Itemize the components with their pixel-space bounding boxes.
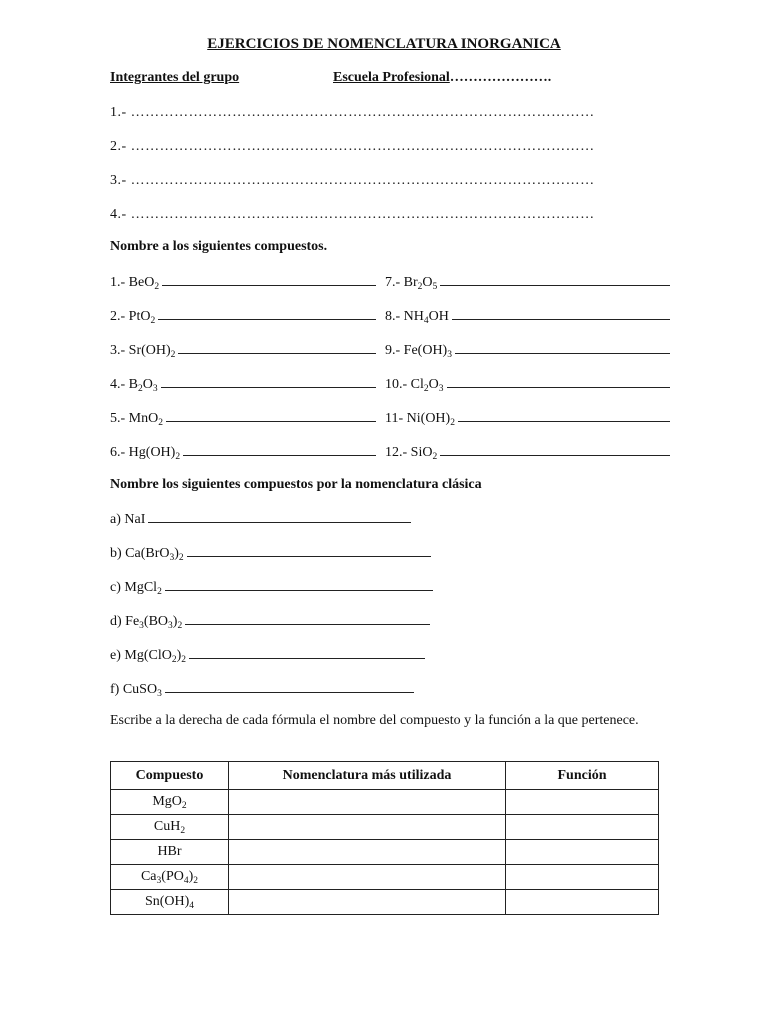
page-title: EJERCICIOS DE NOMENCLATURA INORGANICA	[207, 36, 561, 52]
member-line-3[interactable]: 3.- ……………………………………………………………………………………	[110, 173, 595, 188]
exercise-number: 4.-	[110, 377, 129, 392]
exercise-item	[385, 443, 670, 462]
formula-subscript: 3	[438, 384, 444, 394]
exercise-number: 10.-	[385, 377, 411, 392]
formula-text: Mg(ClO	[124, 648, 172, 663]
formula-text: Cl	[410, 377, 424, 392]
formula-subscript: 2	[177, 621, 183, 631]
formula-subscript: 2	[154, 282, 160, 292]
formula-text: NH	[403, 309, 424, 324]
formula-text: Fe	[125, 614, 140, 629]
table-row	[111, 790, 659, 815]
formula-subscript: 2	[417, 282, 423, 292]
answer-blank[interactable]	[158, 307, 376, 320]
member-line-4[interactable]: 4.- ……………………………………………………………………………………	[110, 207, 595, 222]
compound-cell	[111, 890, 229, 915]
group-label: Integrantes del grupo	[110, 70, 240, 85]
compound-cell	[111, 840, 229, 865]
exercise-item	[110, 578, 433, 597]
formula-subscript: 4	[423, 316, 429, 326]
formula-subscript: 2	[450, 418, 455, 428]
formula-text: CuH	[153, 819, 181, 834]
function-answer-cell[interactable]	[506, 840, 659, 865]
exercise-item	[385, 307, 670, 326]
formula-subscript: 3	[157, 689, 162, 699]
formula-text: )	[176, 648, 182, 663]
answer-blank[interactable]	[440, 443, 670, 456]
exercise-number: 1.-	[110, 275, 129, 290]
formula-text: SiO	[410, 445, 433, 460]
exercise-number: 8.-	[385, 309, 404, 324]
formula-text: BeO	[128, 275, 155, 290]
exercise-item	[110, 273, 376, 292]
exercise-number: 7.-	[385, 275, 404, 290]
school-dots: ………………….	[449, 70, 552, 85]
header-nomenclatura: Nomenclatura más utilizada	[229, 762, 506, 790]
exercise-number: 2.-	[110, 309, 129, 324]
table-row	[111, 865, 659, 890]
answer-blank[interactable]	[452, 307, 670, 320]
formula-text: )	[174, 546, 179, 561]
exercise-number: c)	[110, 580, 125, 595]
function-answer-cell[interactable]	[506, 790, 659, 815]
formula-subscript: 2	[432, 452, 438, 462]
nomenclature-answer-cell[interactable]	[229, 840, 506, 865]
formula-subscript: 2	[423, 384, 429, 394]
compound-cell	[111, 815, 229, 840]
exercise-item	[110, 544, 431, 563]
answer-blank[interactable]	[185, 612, 430, 625]
formula-subscript: 2	[171, 655, 177, 665]
formula-text: OH	[428, 309, 449, 324]
formula-subscript: 2	[175, 452, 181, 462]
formula-text: NaI	[124, 512, 146, 527]
exercise-item	[110, 375, 376, 394]
formula-subscript: 3	[169, 553, 175, 563]
formula-text: Ca(BrO	[125, 546, 170, 561]
formula-text: MgCl	[124, 580, 158, 595]
formula-subscript: 2	[170, 350, 176, 360]
formula-text: O	[428, 377, 439, 392]
formula-subscript: 2	[138, 384, 143, 394]
formula-subscript: 5	[432, 282, 438, 292]
answer-blank[interactable]	[166, 409, 376, 422]
formula-text: Sr(OH)	[128, 343, 171, 358]
answer-blank[interactable]	[162, 273, 376, 286]
formula-text: Sn(OH)	[144, 894, 190, 909]
formula-subscript: 2	[150, 316, 156, 326]
header-compuesto: Compuesto	[111, 762, 229, 790]
table-row	[111, 890, 659, 915]
exercise-item	[385, 409, 670, 428]
formula-subscript: 3	[168, 621, 173, 631]
exercise-number: d)	[110, 614, 126, 629]
function-answer-cell[interactable]	[506, 890, 659, 915]
exercise-item	[110, 307, 376, 326]
nomenclature-answer-cell[interactable]	[229, 890, 506, 915]
answer-blank[interactable]	[165, 680, 414, 693]
formula-text: )	[188, 869, 194, 884]
compound-cell	[111, 865, 229, 890]
member-line-2[interactable]: 2.- ……………………………………………………………………………………	[110, 139, 595, 154]
formula-text: MgO	[152, 794, 182, 809]
formula-subscript: 4	[189, 901, 195, 911]
exercise-item	[385, 273, 670, 292]
formula-text: HBr	[157, 844, 182, 859]
exercise-item	[110, 409, 376, 428]
formula-subscript: 2	[181, 655, 187, 665]
exercise-item	[110, 510, 411, 528]
formula-text: PtO	[128, 309, 151, 324]
exercise-item	[110, 646, 425, 665]
table-row	[111, 815, 659, 840]
formula-text: )	[172, 614, 178, 629]
answer-blank[interactable]	[183, 443, 376, 456]
header-funcion: Función	[506, 762, 659, 790]
formula-text: Fe(OH)	[403, 343, 448, 358]
function-answer-cell[interactable]	[506, 865, 659, 890]
answer-blank[interactable]	[458, 409, 670, 422]
answer-table	[110, 761, 659, 915]
formula-subscript: 2	[181, 801, 187, 811]
formula-text: (PO	[161, 869, 184, 884]
section2-heading: Nombre los siguientes compuestos por la nomenclatura clásica	[110, 477, 482, 492]
formula-subscript: 3	[152, 384, 158, 394]
answer-blank[interactable]	[440, 273, 670, 286]
exercise-number: f)	[110, 682, 123, 697]
exercise-number: 12.-	[385, 445, 411, 460]
function-answer-cell[interactable]	[506, 815, 659, 840]
formula-text: CuSO	[122, 682, 158, 697]
formula-subscript: 2	[180, 826, 186, 836]
formula-subscript: 2	[157, 587, 162, 597]
compound-cell	[111, 790, 229, 815]
exercise-number: 5.-	[110, 411, 129, 426]
answer-blank[interactable]	[178, 341, 376, 354]
exercise-number: a)	[110, 512, 125, 527]
formula-text: Ca	[140, 869, 157, 884]
formula-text: MnO	[128, 411, 159, 426]
formula-subscript: 3	[156, 876, 162, 886]
nomenclature-answer-cell[interactable]	[229, 815, 506, 840]
exercise-item	[110, 680, 414, 699]
exercise-item	[110, 612, 430, 631]
exercise-number: 11-	[385, 411, 407, 426]
answer-blank[interactable]	[455, 341, 670, 354]
exercise-number: 3.-	[110, 343, 129, 358]
member-line-1[interactable]: 1.- ……………………………………………………………………………………	[110, 105, 595, 120]
exercise-number: 6.-	[110, 445, 129, 460]
formula-text: B	[128, 377, 139, 392]
exercise-number: e)	[110, 648, 125, 663]
exercise-number: b)	[110, 546, 126, 561]
formula-text: O	[142, 377, 153, 392]
formula-text: Ni(OH)	[406, 411, 451, 426]
formula-text: Hg(OH)	[128, 445, 176, 460]
formula-subscript: 2	[158, 418, 163, 428]
school-label: Escuela Profesional	[333, 70, 450, 85]
nomenclature-answer-cell[interactable]	[229, 790, 506, 815]
formula-subscript: 3	[139, 621, 144, 631]
exercise-item	[110, 341, 376, 360]
answer-blank[interactable]	[148, 510, 411, 523]
formula-subscript: 3	[447, 350, 452, 360]
answer-blank[interactable]	[189, 646, 425, 659]
formula-text: Br	[403, 275, 418, 290]
table-row	[111, 840, 659, 865]
formula-text: O	[422, 275, 433, 290]
section3-instruction: Escribe a la derecha de cada fórmula el nombre del compuesto y la función a la que pertenece.	[110, 713, 639, 728]
formula-text: (BO	[143, 614, 169, 629]
nomenclature-answer-cell[interactable]	[229, 865, 506, 890]
formula-subscript: 4	[183, 876, 189, 886]
formula-subscript: 2	[178, 553, 184, 563]
answer-blank[interactable]	[447, 375, 670, 388]
answer-blank[interactable]	[187, 544, 431, 557]
answer-blank[interactable]	[161, 375, 376, 388]
exercise-item	[385, 375, 670, 394]
formula-subscript: 2	[193, 876, 199, 886]
section1-heading: Nombre a los siguientes compuestos.	[110, 239, 328, 254]
exercise-number: 9.-	[385, 343, 404, 358]
exercise-item	[110, 443, 376, 462]
exercise-item	[385, 341, 670, 360]
answer-blank[interactable]	[165, 578, 433, 591]
school-field[interactable]	[333, 70, 551, 86]
